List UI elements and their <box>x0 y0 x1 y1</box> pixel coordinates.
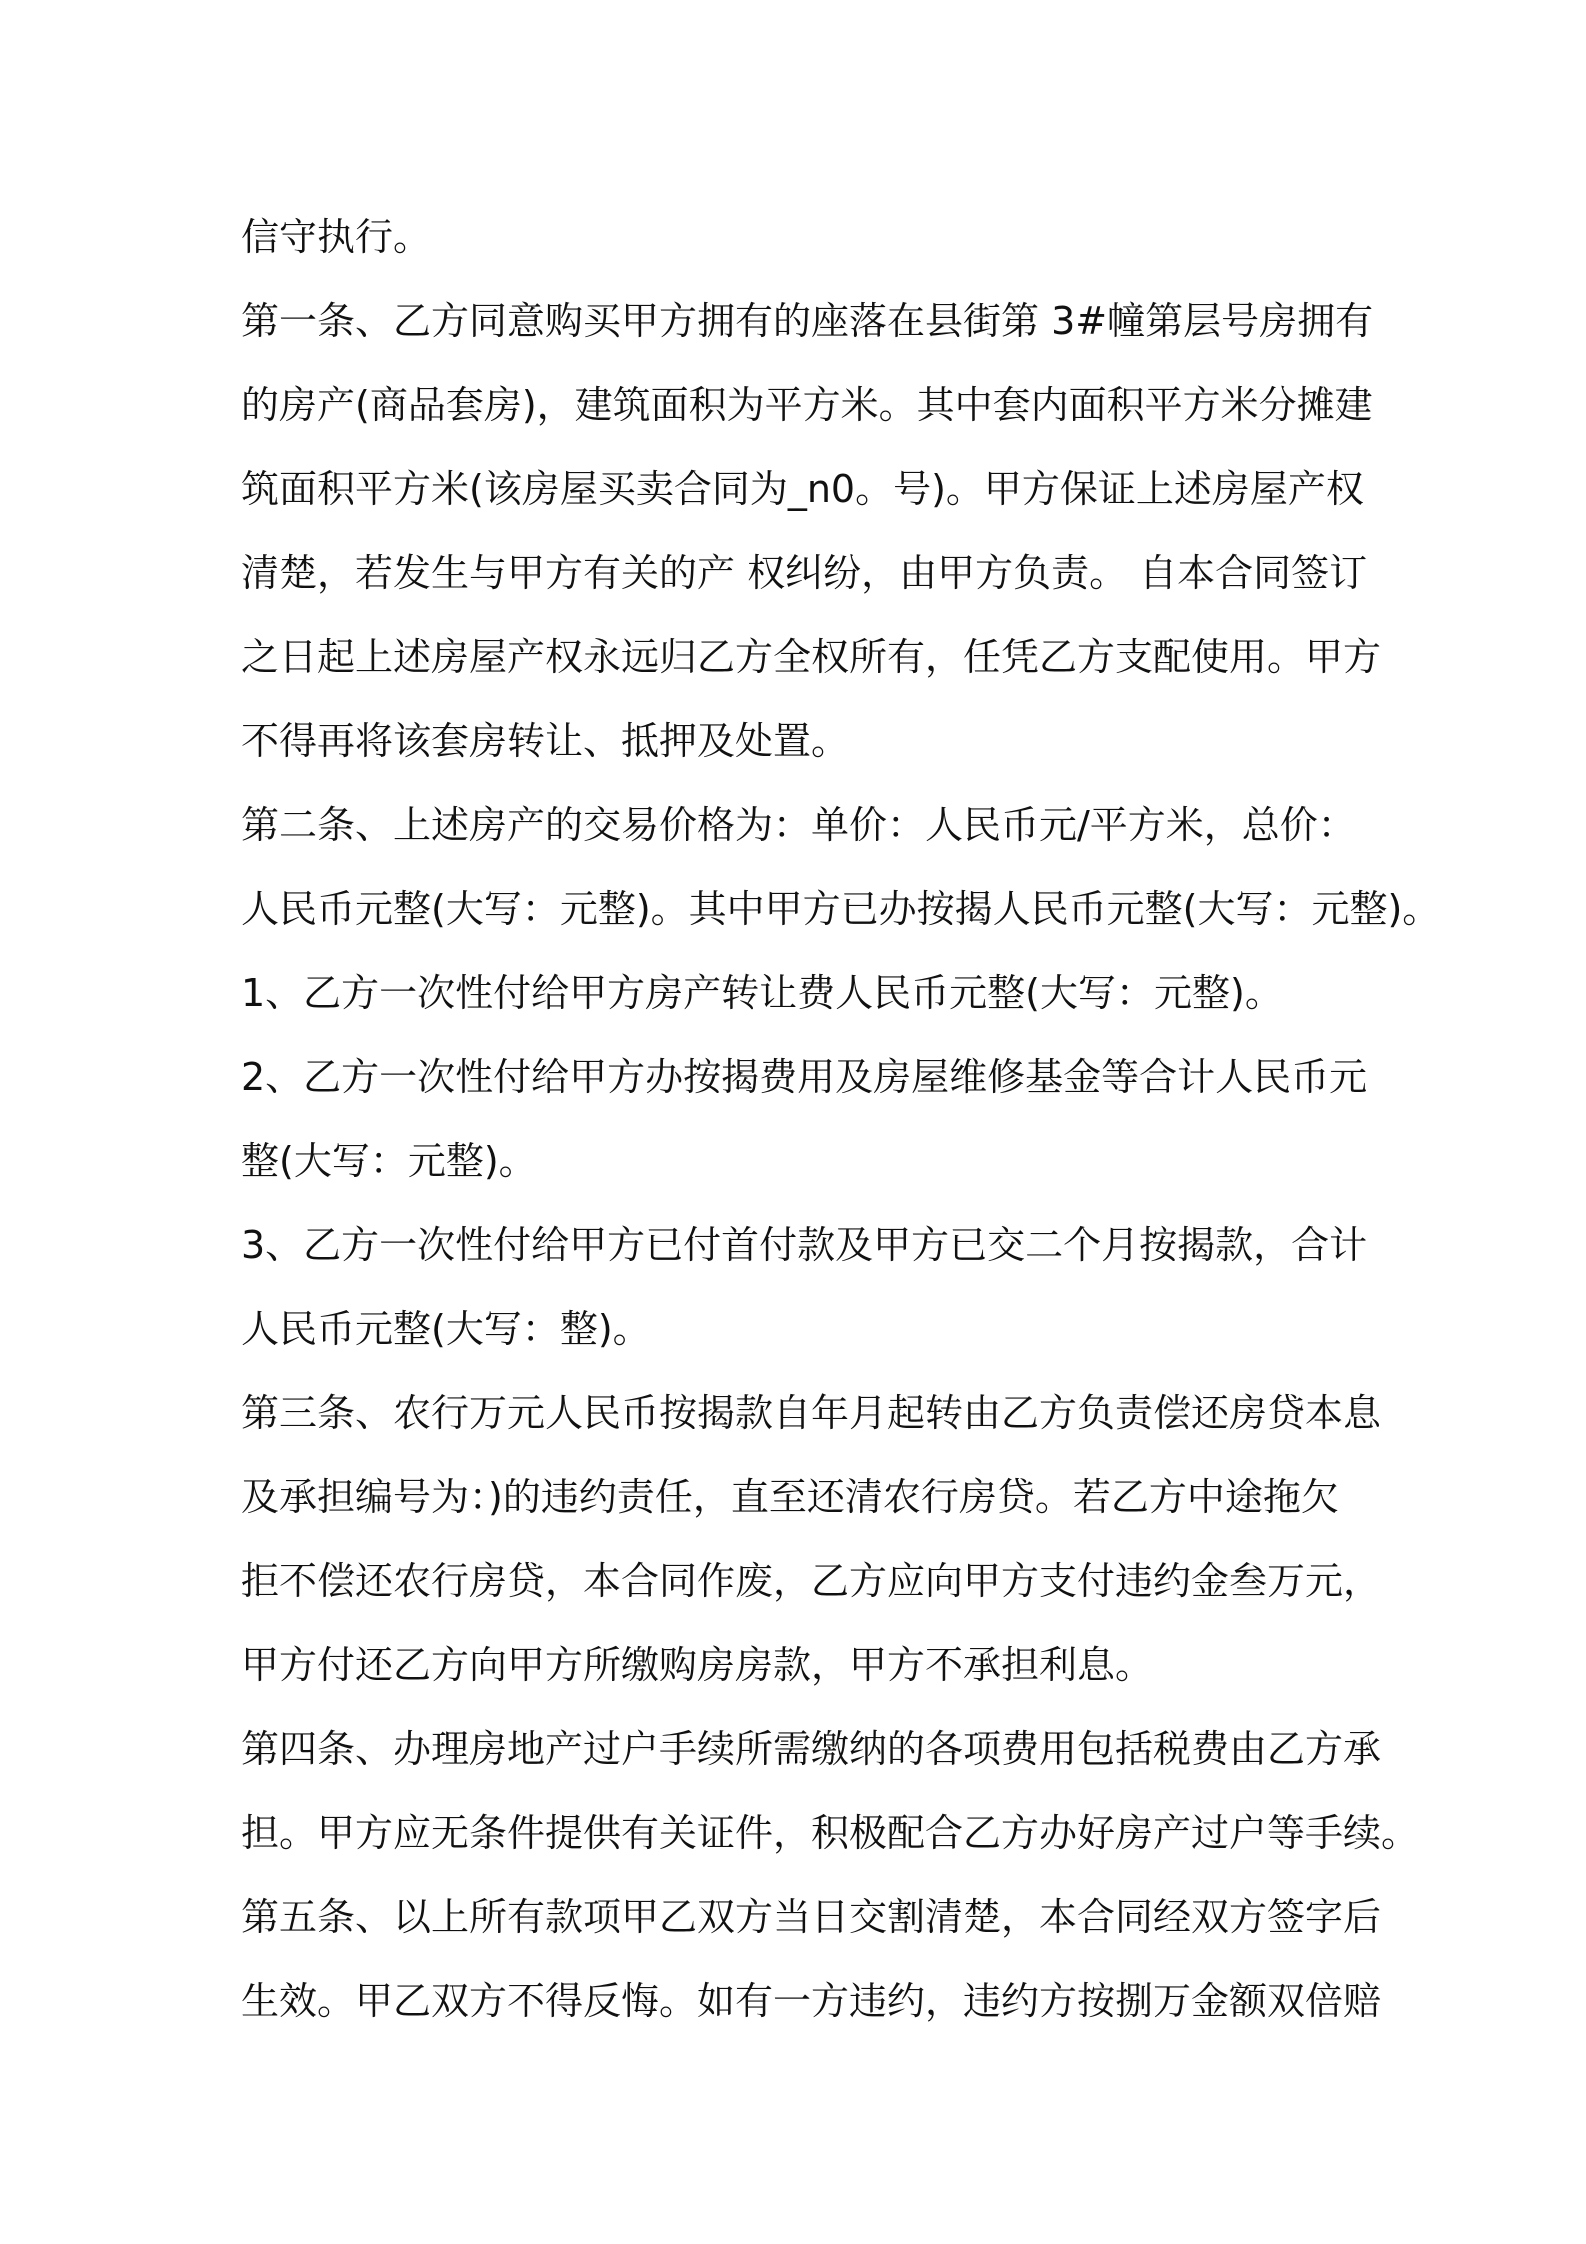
text-line: 人民币元整(大写：整)。 <box>241 1307 651 1351</box>
text-line: 第五条、以上所有款项甲乙双方当日交割清楚，本合同经双方签字后 <box>241 1895 1382 1939</box>
text-line: 3、乙方一次性付给甲方已付首付款及甲方已交二个月按揭款，合计 <box>241 1223 1368 1267</box>
text-line: 人民币元整(大写：元整)。其中甲方已办按揭人民币元整(大写：元整)。 <box>241 887 1441 931</box>
text-line: 担。甲方应无条件提供有关证件，积极配合乙方办好房产过户等手续。 <box>241 1811 1420 1855</box>
text-line: 第四条、办理房地产过户手续所需缴纳的各项费用包括税费由乙方承 <box>241 1727 1382 1771</box>
text-line: 的房产(商品套房)，建筑面积为平方米。其中套内面积平方米分摊建 <box>241 383 1373 427</box>
text-line: 拒不偿还农行房贷，本合同作废，乙方应向甲方支付违约金叁万元， <box>241 1559 1382 1603</box>
text-line: 清楚，若发生与甲方有关的产 权纠纷，由甲方负责。 自本合同签订 <box>241 551 1368 595</box>
contract-body-text <box>241 195 1441 2043</box>
text-line: 第一条、乙方同意购买甲方拥有的座落在县街第 3#幢第层号房拥有 <box>241 299 1374 343</box>
text-line: 不得再将该套房转让、抵押及处置。 <box>241 719 850 763</box>
text-line: 生效。甲乙双方不得反悔。如有一方违约，违约方按捌万金额双倍赔 <box>241 1979 1382 2023</box>
text-line: 整(大写：元整)。 <box>241 1139 537 1183</box>
text-line: 1、乙方一次性付给甲方房产转让费人民币元整(大写：元整)。 <box>241 971 1283 1015</box>
text-line: 甲方付还乙方向甲方所缴购房房款，甲方不承担利息。 <box>241 1643 1154 1687</box>
text-line: 信守执行。 <box>241 215 432 259</box>
text-line: 第三条、农行万元人民币按揭款自年月起转由乙方负责偿还房贷本息 <box>241 1391 1382 1435</box>
text-line: 筑面积平方米(该房屋买卖合同为_n0。号)。甲方保证上述房屋产权 <box>241 467 1364 511</box>
text-line: 第二条、上述房产的交易价格为：单价：人民币元/平方米，总价： <box>241 803 1356 847</box>
text-line: 及承担编号为：)的违约责任，直至还清农行房贷。若乙方中途拖欠 <box>241 1475 1339 1519</box>
text-line: 之日起上述房屋产权永远归乙方全权所有，任凭乙方支配使用。甲方 <box>241 635 1382 679</box>
text-line: 2、乙方一次性付给甲方办按揭费用及房屋维修基金等合计人民币元 <box>241 1055 1368 1099</box>
